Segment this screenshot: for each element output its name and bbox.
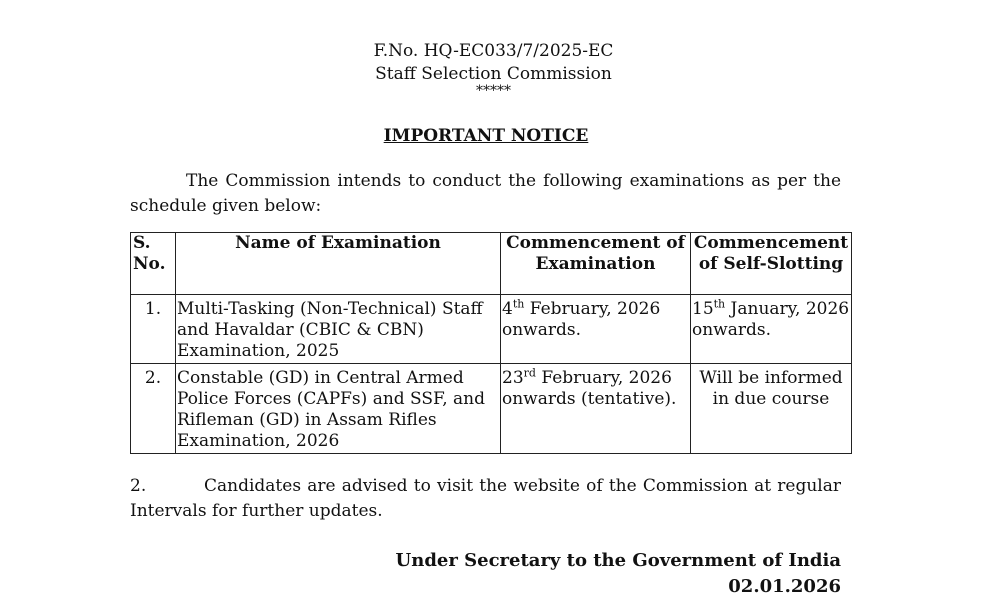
advisory-paragraph: [130, 474, 841, 524]
signature-block: [396, 548, 841, 600]
date-suffix: rd: [523, 366, 536, 380]
date-suffix: th: [713, 297, 726, 311]
row-slot-date: Will be informed in due course: [691, 364, 852, 454]
date-rest: February, 2026 onwards.: [502, 299, 661, 340]
exam-schedule-table: [130, 232, 852, 454]
date-day: 4: [502, 299, 513, 319]
file-number: F.No. HQ-EC033/7/2025-EC: [373, 41, 614, 61]
row-sno: 2.: [131, 364, 176, 454]
separator-stars: *****: [476, 83, 511, 99]
date-day: 15: [692, 299, 714, 319]
row-slot-date: [691, 295, 852, 364]
paragraph-number: 2.: [130, 476, 147, 496]
organisation-name: Staff Selection Commission: [375, 64, 612, 84]
date-suffix: th: [512, 297, 525, 311]
header-exam-name: Name of Examination: [176, 233, 501, 295]
row-sno: 1.: [131, 295, 176, 364]
row-exam-name: Constable (GD) in Central Armed Police Forces (CAPFs) and SSF, and Rifleman (GD) in Assam Rifles Examination, 2026: [176, 364, 501, 454]
advisory-text: Candidates are advised to visit the website of the Commission at regular Intervals for further updates.: [130, 476, 841, 521]
date-rest: February, 2026 onwards (tentative).: [502, 368, 677, 409]
notice-title: IMPORTANT NOTICE: [383, 126, 589, 146]
intro-text: The Commission intends to conduct the following examinations as per the schedule given below:: [130, 171, 841, 216]
date-day: 23: [502, 368, 524, 388]
notice-date: 02.01.2026: [728, 576, 841, 597]
header-exam-commencement: Commencement of Examination: [501, 233, 691, 295]
row-exam-date: [501, 364, 691, 454]
table-header-row: [131, 233, 852, 295]
table-row: [131, 295, 852, 364]
row-exam-name: Multi-Tasking (Non-Technical) Staff and Havaldar (CBIC & CBN) Examination, 2025: [176, 295, 501, 364]
signatory-designation: Under Secretary to the Government of India: [395, 550, 841, 571]
row-exam-date: [501, 295, 691, 364]
date-rest: January, 2026 onwards.: [692, 299, 850, 340]
header-slotting-commencement: Commencement of Self-Slotting: [691, 233, 852, 295]
header-sno: S. No.: [131, 233, 176, 295]
table-row: [131, 364, 852, 454]
intro-paragraph: [130, 169, 841, 219]
